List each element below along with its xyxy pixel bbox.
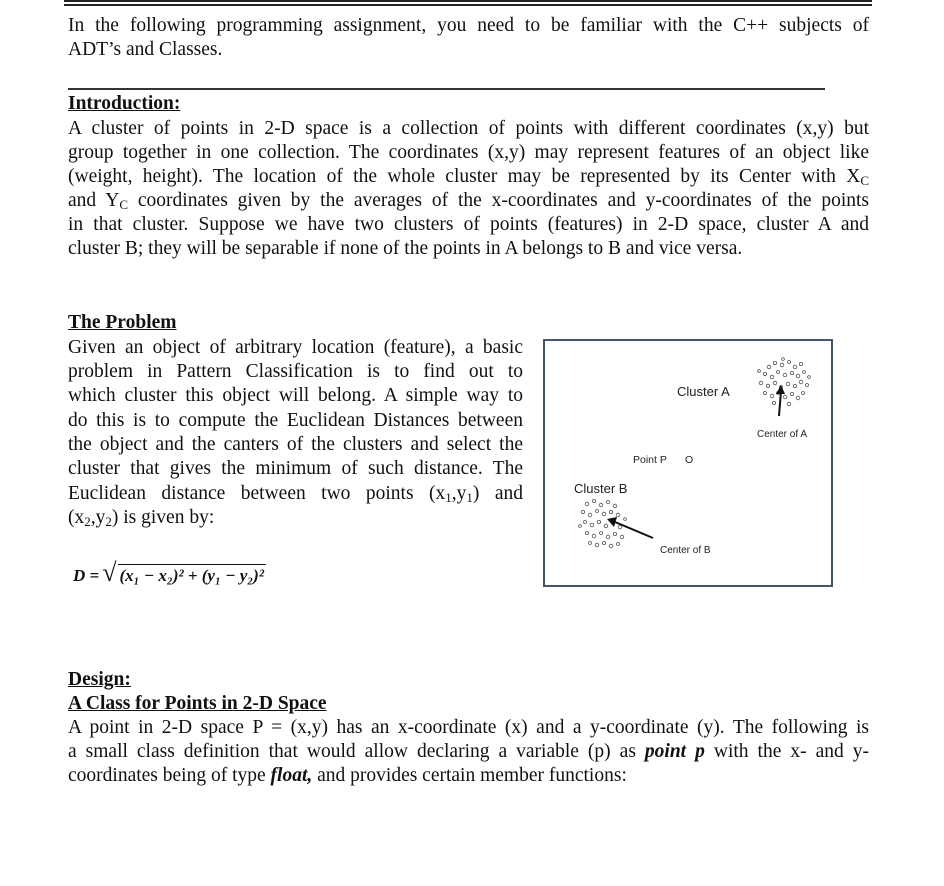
problem-heading: The Problem xyxy=(68,312,177,333)
cluster-figure xyxy=(543,339,833,587)
problem-line: Given an object of arbitrary location (feature), a basic xyxy=(68,337,523,358)
top-rule xyxy=(64,0,872,2)
center-a-arrow xyxy=(776,385,785,416)
formula-body: (x₁ − x₂)² + (y₁ − y₂)² xyxy=(119,566,264,585)
problem-line: do this is to compute the Euclidean Distances between xyxy=(68,410,523,431)
design-heading: Design: xyxy=(68,669,131,690)
introduction-line: group together in one collection. The coordinates (x,y) may represent features of an object like xyxy=(68,142,869,163)
intro-text: coordinates given by the averages of the x-coordinates and y-coordinates of the points xyxy=(137,190,870,211)
formula-lhs: D = xyxy=(73,566,100,585)
introduction-line: cluster B; they will be separable if none of the points in A belongs to B and vice versa. xyxy=(68,238,743,259)
subscript-2: 2 xyxy=(84,514,91,529)
introduction-line xyxy=(68,165,869,190)
subscript-2: 2 xyxy=(105,514,112,529)
problem-text: ,y xyxy=(90,507,106,528)
problem-line: problem in Pattern Classification is to find out to xyxy=(68,361,523,382)
design-text: and provides certain member functions: xyxy=(317,765,627,786)
problem-line xyxy=(68,482,523,507)
cluster-b-label: Cluster B xyxy=(574,481,628,496)
center-a-label: Center of A xyxy=(757,429,808,440)
design-line: A point in 2-D space P = (x,y) has an x-coordinate (x) and a y-coordinate (y). The following is xyxy=(68,717,869,738)
intro-text: and Y xyxy=(68,190,120,211)
subscript-1: 1 xyxy=(445,490,452,505)
design-text: with the x- and y- xyxy=(713,741,869,762)
design-line xyxy=(68,764,869,788)
problem-text: ) is given by: xyxy=(111,507,215,528)
center-b-label: Center of B xyxy=(660,545,711,556)
subscript-c: C xyxy=(860,173,869,188)
problem-line: the object and the canters of the clusters and select the xyxy=(68,434,523,455)
problem-line: which cluster this object will belong. A simple way to xyxy=(68,385,523,406)
sqrt-symbol: √ xyxy=(102,558,117,587)
introduction-line: A cluster of points in 2-D space is a collection of points with different coordinates (x,y) but xyxy=(68,118,869,139)
separator-line xyxy=(68,88,825,90)
point-p-marker: O xyxy=(685,454,694,466)
intro-line-2: ADT’s and Classes. xyxy=(68,39,223,60)
introduction-line: in that cluster. Suppose we have two clusters of points (features) in 2-D space, cluster A and xyxy=(68,214,869,235)
subscript-c: C xyxy=(119,197,129,212)
point-p-label: Point P xyxy=(633,454,667,466)
intro-text: (weight, height). The location of the whole cluster may be represented by its Center with X xyxy=(68,166,861,187)
intro-line-1: In the following programming assignment, you need to be familiar with the C++ subjects of xyxy=(68,15,869,36)
design-emphasis: float, xyxy=(270,765,313,786)
distance-formula xyxy=(73,560,266,586)
introduction-heading: Introduction: xyxy=(68,93,181,114)
design-line xyxy=(68,740,869,764)
problem-text: (x xyxy=(68,507,85,528)
design-subheading: A Class for Points in 2-D Space xyxy=(68,693,327,714)
subscript-1: 1 xyxy=(466,490,473,505)
design-emphasis: point p xyxy=(644,741,705,762)
problem-line: cluster that gives the minimum of such distance. The xyxy=(68,458,523,479)
design-text: a small class definition that would allow declaring a variable (p) as xyxy=(68,741,636,762)
problem-text: ) and xyxy=(472,483,523,504)
introduction-line xyxy=(68,189,869,214)
cluster-a-points xyxy=(758,358,811,406)
cluster-a-label: Cluster A xyxy=(677,384,730,399)
top-rule-2 xyxy=(64,4,872,6)
problem-line xyxy=(68,506,523,531)
design-text: coordinates being of type xyxy=(68,765,266,786)
problem-text: ,y xyxy=(451,483,467,504)
problem-text: Euclidean distance between two points (x xyxy=(68,483,446,504)
